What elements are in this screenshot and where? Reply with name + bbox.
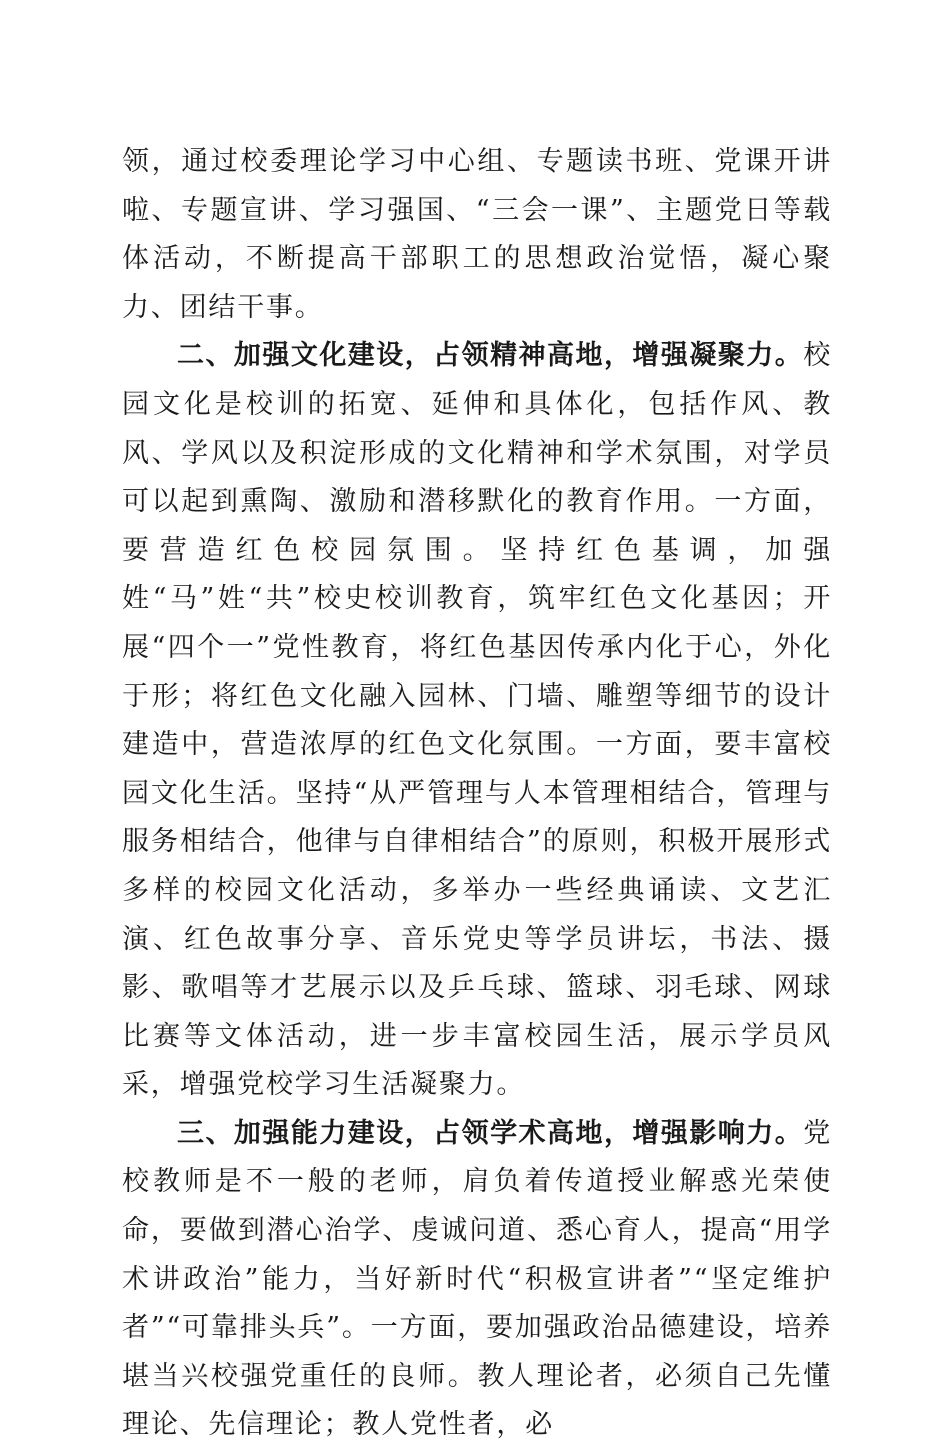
paragraph-continuation [122,138,832,332]
paragraph-text: 党校教师是不一般的老师，肩负着传道授业解惑光荣使命，要做到潜心治学、虔诚问道、悉心育人，提高“用学术讲政治”能力，当好新时代“积极宣讲者”“坚定维护者”“可靠排头兵”。一方面，要加强政治品德建设，培养堪当兴校强党重任的良师。教人理论者，必须自己先懂理论、先信理论；教人党性者，必 [122,1117,832,1441]
paragraph-text: 校园文化是校训的拓宽、延伸和具体化，包括作风、教风、学风以及积淀形成的文化精神和学术氛围，对学员可以起到熏陶、激励和潜移默化的教育作用。一方面，要营造红色校园氛围。坚持红色基调，加强姓“马”姓“共”校史校训教育，筑牢红色文化基因；开展“四个一”党性教育，将红色基因传承内化于心，外化于形；将红色文化融入园林、门墙、雕塑等细节的设计建造中，营造浓厚的红色文化氛围。一方面，要丰富校园文化生活。坚持“从严管理与人本管理相结合，管理与服务相结合，他律与自律相结合”的原则，积极开展形式多样的校园文化活动，多举办一些经典诵读、文艺汇演、红色故事分享、音乐党史等学员讲坛，书法、摄影、歌唱等才艺展示以及乒乓球、篮球、羽毛球、网球比赛等文体活动，进一步丰富校园生活，展示学员风采，增强党校学习生活凝聚力。 [122,340,832,1101]
paragraph-ability [122,1110,832,1450]
paragraph-culture [122,332,832,1110]
paragraph-text: 领，通过校委理论学习中心组、专题读书班、党课开讲啦、专题宣讲、学习强国、“三会一课”、主题党日等载体活动，不断提高干部职工的思想政治觉悟，凝心聚力、团结干事。 [122,146,832,323]
section-heading-culture: 二、加强文化建设，占领精神高地，增强凝聚力。 [177,340,804,372]
section-heading-ability: 三、加强能力建设，占领学术高地，增强影响力。 [177,1117,804,1149]
document-body [122,138,832,1450]
